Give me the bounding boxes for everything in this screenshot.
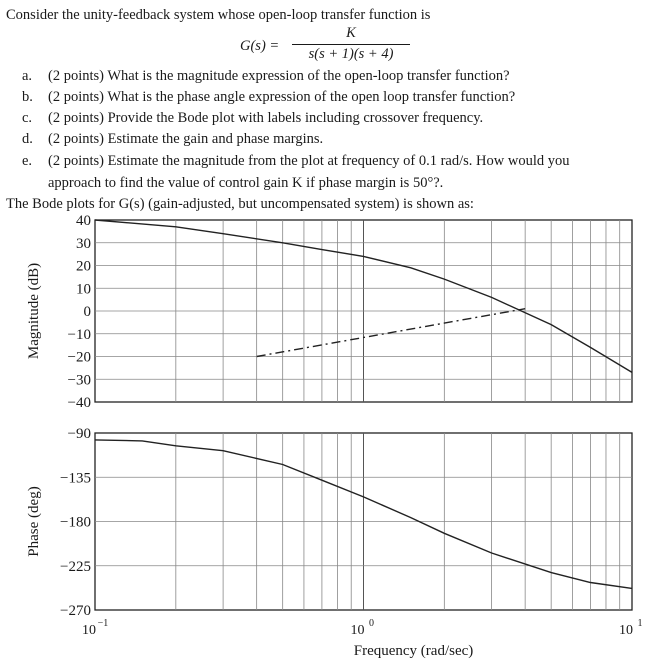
item-d-text: (2 points) Estimate the gain and phase margins. (48, 131, 324, 147)
x-tick-label: 10 (350, 623, 365, 638)
y-tick-label: −90 (67, 426, 91, 442)
item-b-marker: b. (22, 89, 33, 105)
x-tick-exponent: 1 (637, 618, 643, 629)
y-tick-label: −20 (67, 349, 91, 366)
y-tick-label: 0 (83, 304, 91, 320)
phase-plot (26, 426, 643, 659)
tf-denominator: s(s + 1)(s + 4) (308, 46, 394, 62)
item-c-marker: c. (22, 110, 33, 126)
item-a-text: (2 points) What is the magnitude expression of the open-loop transfer function? (48, 68, 510, 84)
plot-frame (95, 433, 632, 610)
transfer-function-fraction (292, 25, 410, 65)
item-e-marker: e. (22, 153, 33, 169)
bode-intro: The Bode plots for G(s) (gain-adjusted, but uncompensated system) is shown as: (6, 196, 474, 212)
y-tick-label: −40 (67, 395, 91, 411)
y-tick-label: −180 (60, 514, 91, 531)
x-tick-label: 10 (619, 623, 633, 638)
y-tick-label: −225 (60, 558, 91, 575)
y-tick-label: −10 (67, 326, 91, 343)
item-a-marker: a. (22, 68, 33, 84)
x-tick-exponent: 0 (369, 618, 374, 629)
y-tick-label: 20 (76, 258, 91, 275)
tf-numerator: K (346, 25, 356, 41)
y-axis-label: Magnitude (dB) (26, 262, 42, 360)
y-tick-label: 40 (76, 213, 91, 229)
item-e-text: (2 points) Estimate the magnitude from the plot at frequency of 0.1 rad/s. How would you (48, 153, 570, 169)
plot-frame (95, 220, 632, 402)
x-tick-exponent: −1 (97, 618, 109, 629)
fraction-bar (292, 44, 410, 45)
x-tick-label: 10 (82, 623, 96, 638)
problem-intro: Consider the unity-feedback system whose open-loop transfer function is (6, 7, 431, 23)
y-tick-label: −30 (67, 372, 91, 389)
item-d-marker: d. (22, 131, 33, 147)
y-axis-label: Phase (deg) (26, 486, 42, 557)
dash-dot-asymptote (257, 309, 526, 357)
item-e-continuation: approach to find the value of control gain K if phase margin is 50°?. (48, 175, 444, 191)
y-tick-label: −270 (60, 603, 91, 619)
item-b-text: (2 points) What is the phase angle expression of the open loop transfer function? (48, 89, 516, 105)
response-curve (95, 440, 632, 589)
item-c-text: (2 points) Provide the Bode plot with labels including crossover frequency. (48, 110, 484, 126)
y-tick-label: −135 (60, 470, 91, 487)
magnitude-plot (26, 213, 632, 411)
y-tick-label: 30 (76, 235, 91, 252)
tf-lhs: G(s) = (240, 38, 280, 54)
x-axis-label: Frequency (rad/sec) (353, 643, 474, 659)
y-tick-label: 10 (76, 281, 91, 298)
response-curve (95, 220, 632, 372)
